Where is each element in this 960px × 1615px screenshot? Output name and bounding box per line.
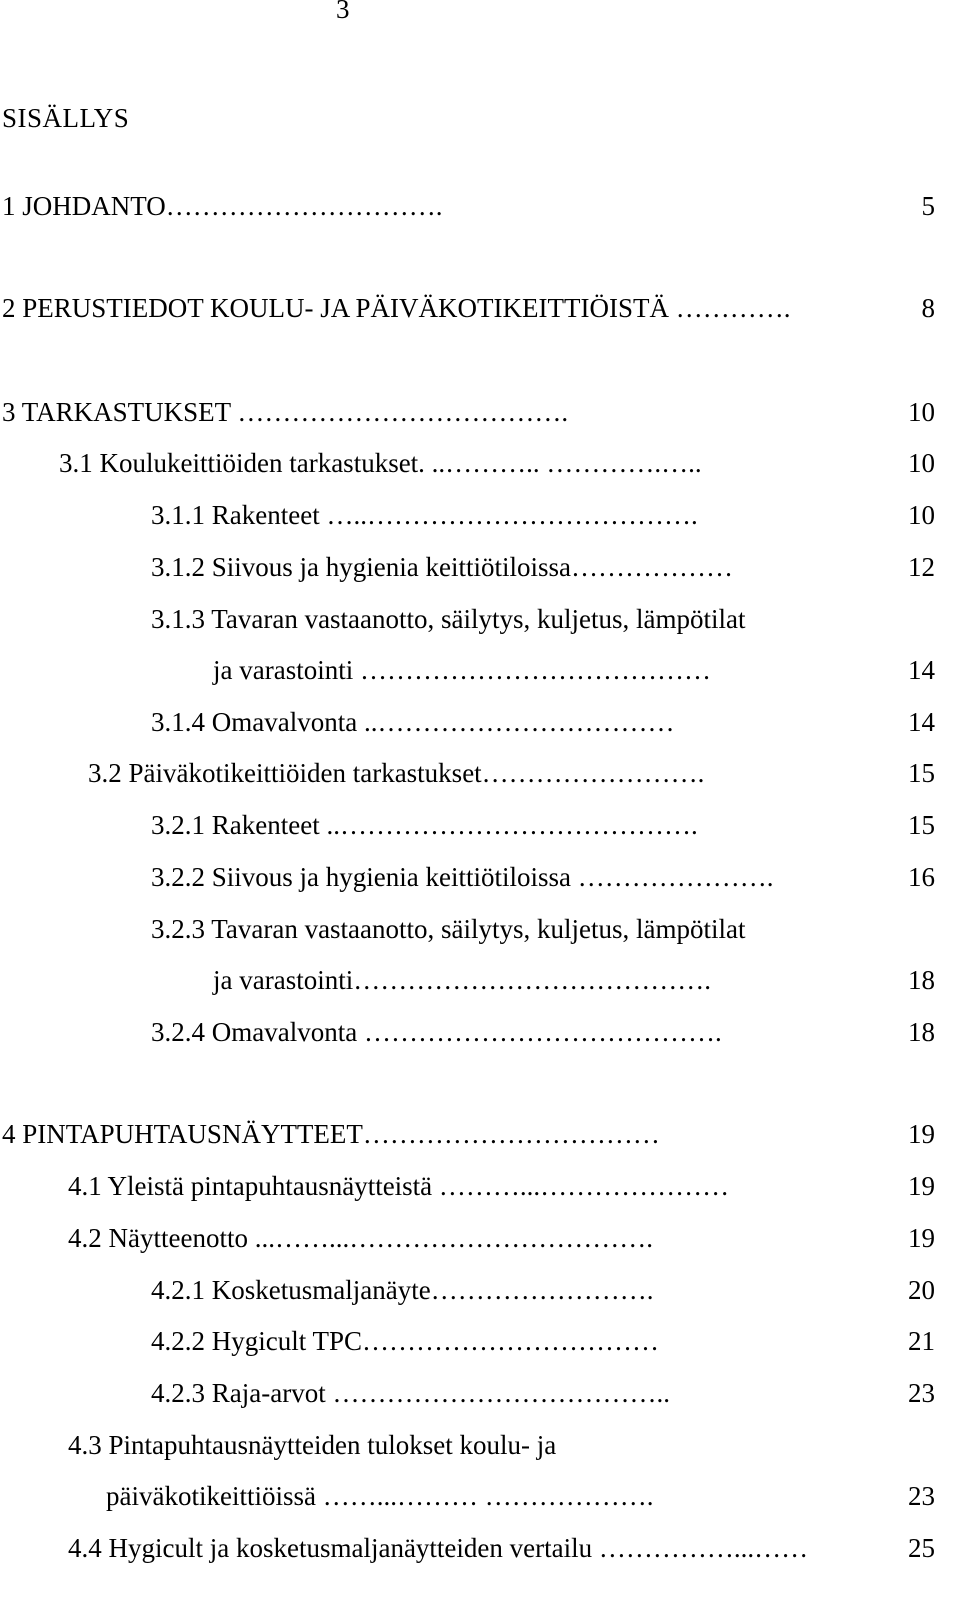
toc-entry-text: 1 JOHDANTO…………………………. bbox=[2, 191, 443, 221]
toc-entry-page: 16 bbox=[908, 862, 935, 892]
toc-entry-page: 25 bbox=[908, 1533, 935, 1563]
toc-entry-page: 15 bbox=[908, 758, 935, 788]
toc-entry-text: 4.4 Hygicult ja kosketusmaljanäytteiden vertailu ……………...…… bbox=[68, 1533, 809, 1563]
toc-entry-text: 4.1 Yleistä pintapuhtausnäytteistä ………...………………… bbox=[68, 1171, 730, 1201]
page-number: 3 bbox=[336, 0, 350, 24]
toc-entry-text: 3.1.3 Tavaran vastaanotto, säilytys, kuljetus, lämpötilat bbox=[151, 604, 746, 634]
toc-entry-page: 10 bbox=[908, 448, 935, 478]
toc-entry-page: 19 bbox=[908, 1171, 935, 1201]
toc-entry-text: 4.2.2 Hygicult TPC…………………………… bbox=[151, 1326, 660, 1356]
toc-entry-text: 3.1.4 Omavalvonta ..…………………………… bbox=[151, 707, 675, 737]
toc-entry-text: 4.3 Pintapuhtausnäytteiden tulokset koulu- ja bbox=[68, 1430, 557, 1460]
toc-entry-page: 10 bbox=[908, 500, 935, 530]
toc-entry-text: 3.2.3 Tavaran vastaanotto, säilytys, kuljetus, lämpötilat bbox=[151, 914, 746, 944]
toc-entry-page: 8 bbox=[921, 293, 935, 323]
toc-entry-page: 12 bbox=[908, 552, 935, 582]
toc-entry-text: 3.2.1 Rakenteet ..…………………………………. bbox=[151, 810, 698, 840]
toc-entry-page: 18 bbox=[908, 965, 935, 995]
toc-entry-page: 14 bbox=[908, 707, 935, 737]
toc-entry-page: 5 bbox=[921, 191, 935, 221]
toc-entry-page: 19 bbox=[908, 1223, 935, 1253]
toc-entry-text: 3.1 Koulukeittiöiden tarkastukset. ..……….. ………….….. bbox=[59, 448, 702, 478]
toc-entry-text: ja varastointi…………………………………. bbox=[213, 965, 711, 995]
toc-entry-page: 19 bbox=[908, 1119, 935, 1149]
toc-entry-page: 15 bbox=[908, 810, 935, 840]
toc-entry-text: 2 PERUSTIEDOT KOULU- JA PÄIVÄKOTIKEITTIÖISTÄ …………. bbox=[2, 293, 791, 323]
toc-entry-page: 10 bbox=[908, 397, 935, 427]
toc-entry-page: 18 bbox=[908, 1017, 935, 1047]
toc-entry-text: 4.2.1 Kosketusmaljanäyte……………………. bbox=[151, 1275, 654, 1305]
toc-entry-page: 14 bbox=[908, 655, 935, 685]
toc-entry-text: 4.2 Näytteenotto ...……...……………………………. bbox=[68, 1223, 653, 1253]
toc-entry-text: 3.1.1 Rakenteet …..………………………………. bbox=[151, 500, 698, 530]
toc-heading: SISÄLLYS bbox=[2, 103, 130, 133]
toc-entry-page: 20 bbox=[908, 1275, 935, 1305]
toc-entry-text: päiväkotikeittiöissä ……...……… ………………. bbox=[106, 1481, 654, 1511]
toc-entry-text: 4 PINTAPUHTAUSNÄYTTEET…………………………… bbox=[2, 1119, 660, 1149]
toc-entry-page: 23 bbox=[908, 1378, 935, 1408]
toc-entry-text: ja varastointi ………………………………… bbox=[213, 655, 711, 685]
toc-entry-text: 3.2.2 Siivous ja hygienia keittiötiloissa …………………. bbox=[151, 862, 774, 892]
toc-entry-text: 3 TARKASTUKSET ………………………………. bbox=[2, 397, 569, 427]
toc-entry-text: 3.1.2 Siivous ja hygienia keittiötiloissa……………… bbox=[151, 552, 733, 582]
toc-entry-page: 21 bbox=[908, 1326, 935, 1356]
toc-entry-text: 3.2.4 Omavalvonta …………………………………. bbox=[151, 1017, 722, 1047]
toc-entry-text: 4.2.3 Raja-arvot ……………………………….. bbox=[151, 1378, 670, 1408]
toc-entry-text: 3.2 Päiväkotikeittiöiden tarkastukset……………………. bbox=[88, 758, 705, 788]
toc-entry-page: 23 bbox=[908, 1481, 935, 1511]
